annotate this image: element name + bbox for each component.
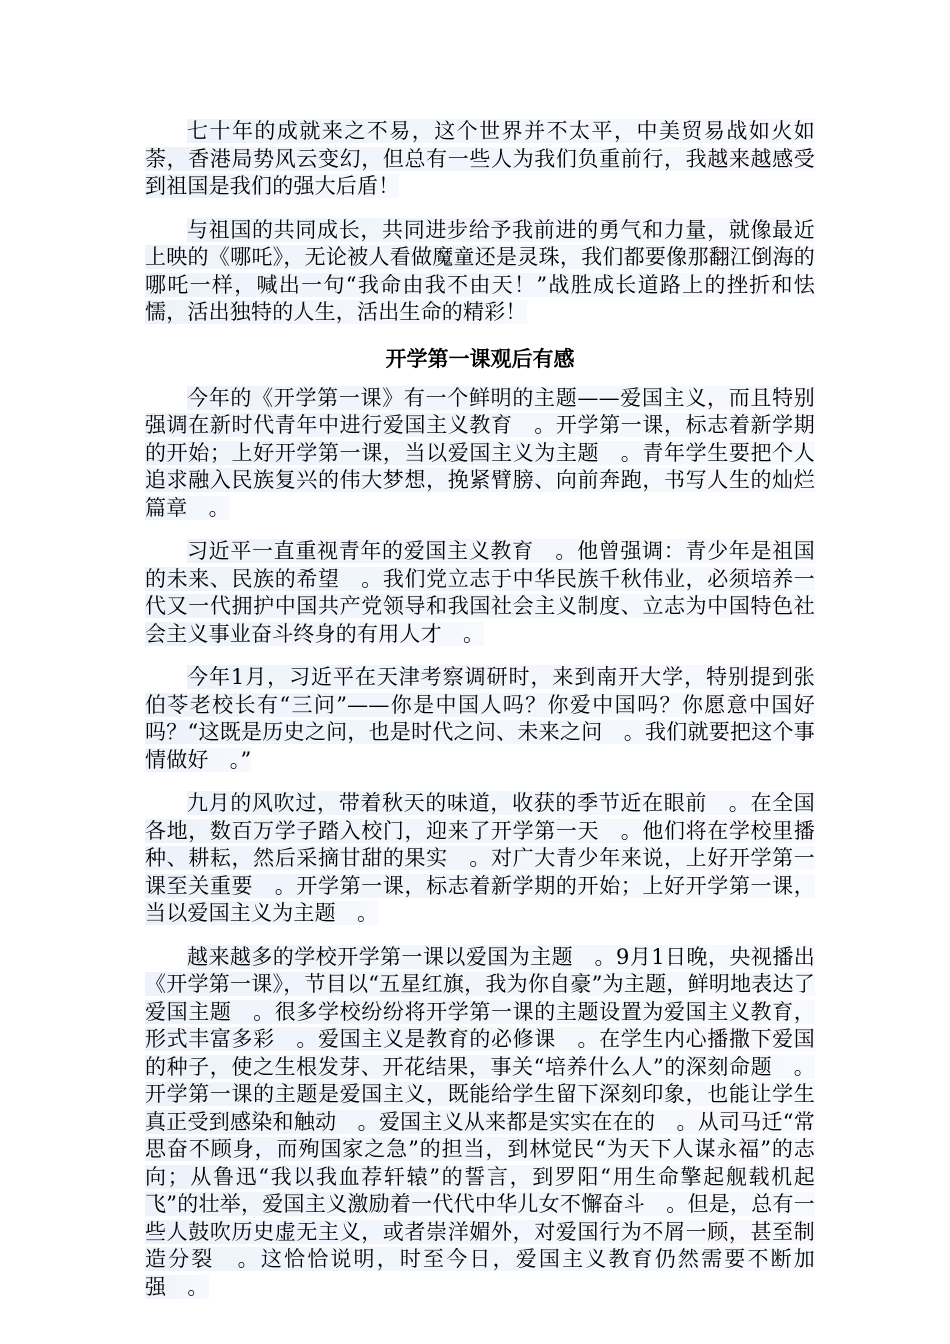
paragraph bbox=[145, 944, 815, 1302]
section-title: 开学第一课观后有感 bbox=[385, 345, 575, 371]
paragraph-text: 九月的风吹过，带着秋天的味道，收获的季节近在眼前 。在全国各地，数百万学子踏入校门，迎来了开学第一天 。他们将在学校里播种、耕耘，然后采摘甘甜的果实 。对广大青少年来说，上好开学第一课至关重要 。开学第一课，标志着新学期的开始；上好开学第一课，当以爱国主义为主题 。 bbox=[145, 791, 815, 925]
paragraph-text: 今年1月，习近平在天津考察调研时，来到南开大学，特别提到张伯苓老校长有“三问”——你是中国人吗？你爱中国吗？你愿意中国好吗？“这既是历史之问，也是时代之问、未来之问 。我们就要把这个事情做好 。” bbox=[145, 665, 815, 772]
paragraph-text: 今年的《开学第一课》有一个鲜明的主题——爱国主义，而且特别强调在新时代青年中进行爱国主义教育 。开学第一课，标志着新学期的开始；上好开学第一课，当以爱国主义为主题 。青年学生要把个人追求融入民族复兴的伟大梦想，挽紧臂膀、向前奔跑，书写人生的灿烂篇章 。 bbox=[145, 385, 815, 520]
paragraph bbox=[145, 118, 815, 201]
paragraph bbox=[145, 790, 815, 928]
paragraph-text: 习近平一直重视青年的爱国主义教育 。他曾强调：青少年是祖国的未来、民族的希望 。我们党立志于中华民族千秋伟业，必须培养一代又一代拥护中国共产党领导和我国社会主义制度、立志为中国特色社会主义事业奋斗终身的有用人才 。 bbox=[145, 539, 815, 646]
paragraph-text: 越来越多的学校开学第一课以爱国为主题 。9月1日晚，央视播出《开学第一课》，节目以“五星红旗，我为你自豪”为主题，鲜明地表达了爱国主题 。很多学校纷纷将开学第一课的主题设置为爱国主义教育，形式丰富多彩 。爱国主义是教育的必修课 。在学生内心播撒下爱国的种子，使之生根发芽、开花结果，事关“培养什么人”的深刻命题 。开学第一课的主题是爱国主义，既能给学生留下深刻印象，也能让学生真正受到感染和触动 。爱国主义从来都是实实在在的 。从司马迁“常思奋不顾身，而殉国家之急”的担当，到林觉民“为天下人谋永福”的志向；从鲁迅“我以我血荐轩辕”的誓言，到罗阳“用生命擎起舰载机起飞”的壮举，爱国主义激励着一代代中华儿女不懈奋斗 。但是，总有一些人鼓吹历史虚无主义，或者崇洋媚外，对爱国行为不屑一顾，甚至制造分裂 。这恰恰说明，时至今日，爱国主义教育仍然需要不断加强 。 bbox=[145, 944, 815, 1299]
paragraph bbox=[145, 217, 815, 327]
paragraph bbox=[145, 664, 815, 774]
paragraph-text: 七十年的成就来之不易，这个世界并不太平，中美贸易战如火如荼，香港局势风云变幻，但总有一些人为我们负重前行，我越来越感受到祖国是我们的强大后盾！ bbox=[145, 119, 815, 198]
document-content bbox=[145, 118, 815, 1317]
paragraph-text: 与祖国的共同成长，共同进步给予我前进的勇气和力量，就像最近上映的《哪吒》，无论被人看做魔童还是灵珠，我们都要像那翻江倒海的哪吒一样，喊出一句“我命由我不由天！”战胜成长道路上的挫折和怯懦，活出独特的人生，活出生命的精彩！ bbox=[145, 217, 815, 324]
paragraph bbox=[145, 538, 815, 648]
paragraph bbox=[145, 385, 815, 523]
